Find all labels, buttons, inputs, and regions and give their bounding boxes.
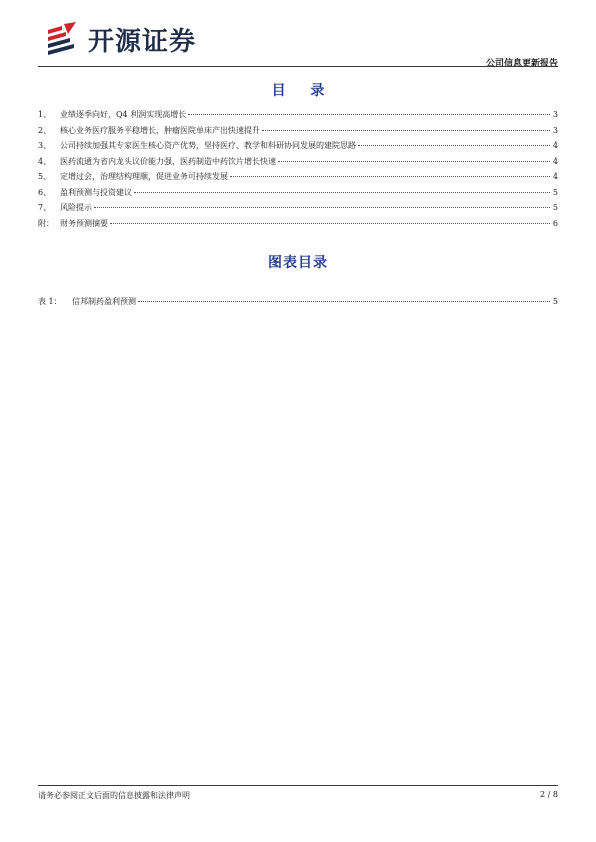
toc-entry-page: 3 (552, 110, 558, 119)
toc-entry-label: 风险提示 (60, 203, 92, 212)
toc-entry-label: 核心业务医疗服务平稳增长，肿瘤医院单床产出快速提升 (60, 125, 260, 135)
toc-entry-page: 6 (552, 218, 558, 228)
toc-entry-number: 1、 (38, 110, 52, 119)
header-divider (38, 66, 558, 67)
toc-entry-leader (262, 129, 550, 131)
toc-entry-label: 业绩逐季向好，Q4 利润实现高增长 (60, 110, 187, 119)
figure-toc-entry[interactable] (38, 294, 558, 310)
figure-toc-list (38, 294, 558, 310)
toc-entry[interactable] (38, 169, 558, 185)
toc-entry-leader (110, 222, 550, 224)
toc-entry-leader (94, 206, 550, 208)
toc-entry-page: 4 (552, 172, 558, 181)
toc-entry-page: 5 (552, 203, 558, 212)
footer-disclaimer: 请务必参阅正文后面的信息披露和法律声明 (38, 791, 190, 800)
brand-logo (46, 22, 196, 56)
toc-entry-number: 2、 (38, 125, 52, 135)
toc-entry-label: 盈利预测与投资建议 (60, 187, 132, 197)
toc-entry-leader (278, 160, 550, 162)
toc-entry[interactable] (38, 107, 558, 123)
toc-entry-number: 7、 (38, 203, 52, 212)
toc-entry[interactable] (38, 200, 558, 216)
toc-entry[interactable] (38, 216, 558, 232)
toc-entry-page: 4 (552, 156, 558, 166)
toc-entry-page: 3 (552, 125, 558, 135)
brand-mark-icon (46, 22, 84, 56)
figure-toc-title: 图表目录 (268, 255, 328, 271)
toc-entry-number: 附： (38, 218, 54, 228)
page-indicator: 2 / 8 (540, 790, 558, 799)
toc-entry-page: 4 (552, 141, 558, 150)
toc-entry-label: 公司持续加强其专家医生核心资产优势，坚持医疗、教学和科研协同发展的建院思路 (60, 141, 356, 150)
toc-entry[interactable] (38, 154, 558, 170)
toc-entry-page: 5 (552, 187, 558, 197)
toc-entry-number: 3、 (38, 141, 52, 150)
report-type-label: 公司信息更新报告 (485, 59, 558, 69)
toc-entry-leader (230, 175, 550, 177)
toc-entry-number: 5、 (38, 172, 52, 181)
figure-toc-entry-label: 信邦制药盈利预测 (72, 297, 136, 306)
toc-entry[interactable] (38, 123, 558, 139)
toc-entry[interactable] (38, 185, 558, 201)
footer-divider (38, 785, 558, 786)
toc-entry-leader (358, 144, 550, 146)
toc-entry-leader (134, 191, 550, 193)
toc-entry-leader (188, 113, 550, 115)
brand-name: 开源证券 (88, 26, 197, 57)
toc-entry-number: 4、 (38, 156, 52, 166)
toc-list (38, 107, 558, 231)
figure-toc-entry-number: 表 1： (38, 297, 62, 306)
toc-entry-label: 财务预测摘要 (60, 218, 108, 228)
toc-entry[interactable] (38, 138, 558, 154)
figure-toc-entry-leader (138, 300, 550, 302)
toc-title: 目 录 (271, 83, 335, 99)
toc-entry-label: 定增过会，治理结构理顺，促进业务可持续发展 (60, 172, 228, 181)
figure-toc-entry-page: 5 (552, 297, 558, 306)
toc-entry-number: 6、 (38, 187, 52, 197)
toc-entry-label: 医药流通为省内龙头议价能力强，医药制造中药饮片增长快速 (60, 156, 276, 166)
